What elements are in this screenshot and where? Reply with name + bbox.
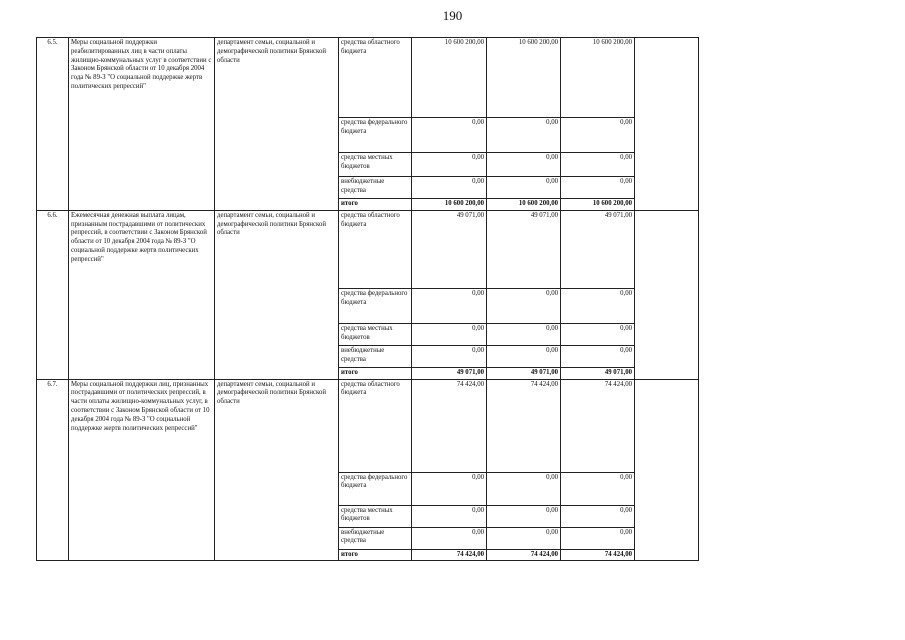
empty-cell [635, 38, 699, 211]
amount-cell: 0,00 [561, 505, 635, 527]
row-number: 6.6. [37, 210, 69, 379]
amount-cell: 49 071,00 [561, 367, 635, 379]
amount-cell: 74 424,00 [412, 379, 487, 472]
amount-cell: 0,00 [561, 288, 635, 323]
row-number: 6.5. [37, 38, 69, 211]
amount-cell: 74 424,00 [561, 379, 635, 472]
measure-name: Ежемесячная денежная выплата лицам, признанным пострадавшими от политических репрессий, в соответствии с Законом Брянской области от 10 декабря 2004 года № 89-З "О социальной поддержке жертв политических репрессий" [69, 210, 215, 379]
amount-cell: 10 600 200,00 [412, 38, 487, 118]
amount-cell: 0,00 [487, 153, 561, 177]
amount-cell: 0,00 [561, 345, 635, 367]
executor: департамент семьи, социальной и демографической политики Брянской области [215, 379, 339, 561]
empty-cell [635, 379, 699, 561]
amount-cell: 0,00 [487, 118, 561, 153]
amount-cell: 0,00 [412, 505, 487, 527]
executor: департамент семьи, социальной и демографической политики Брянской области [215, 38, 339, 211]
amount-cell: 74 424,00 [561, 549, 635, 561]
source-label: итого [339, 367, 412, 379]
amount-cell: 0,00 [487, 345, 561, 367]
amount-cell: 0,00 [561, 118, 635, 153]
amount-cell: 49 071,00 [487, 210, 561, 288]
source-label: средства федерального бюджета [339, 472, 412, 505]
amount-cell: 74 424,00 [487, 549, 561, 561]
amount-cell: 0,00 [412, 177, 487, 199]
amount-cell: 10 600 200,00 [412, 199, 487, 211]
page-number: 190 [442, 8, 463, 23]
source-label: средства местных бюджетов [339, 153, 412, 177]
amount-cell: 0,00 [487, 472, 561, 505]
source-label: внебюджетные средства [339, 345, 412, 367]
amount-cell: 0,00 [561, 323, 635, 345]
source-label: итого [339, 199, 412, 211]
amount-cell: 49 071,00 [412, 367, 487, 379]
table-row [37, 38, 699, 118]
source-label: средства местных бюджетов [339, 323, 412, 345]
amount-cell: 0,00 [487, 505, 561, 527]
measure-name: Меры социальной поддержки лиц, признанных пострадавшими от политических репрессий, в части оплаты жилищно-коммунальных услуг, в соответствии с Законом Брянской области от 10 декабря 2004 года № 89-З "О социальной поддержке жертв политических репрессий" [69, 379, 215, 561]
amount-cell: 0,00 [412, 472, 487, 505]
source-label: средства областного бюджета [339, 38, 412, 118]
amount-cell: 0,00 [487, 177, 561, 199]
amount-cell: 0,00 [412, 527, 487, 549]
source-label: средства федерального бюджета [339, 288, 412, 323]
source-label: средства областного бюджета [339, 379, 412, 472]
amount-cell: 49 071,00 [561, 210, 635, 288]
amount-cell: 10 600 200,00 [487, 199, 561, 211]
amount-cell: 0,00 [561, 177, 635, 199]
amount-cell: 10 600 200,00 [487, 38, 561, 118]
table-row [37, 379, 699, 472]
amount-cell: 74 424,00 [412, 549, 487, 561]
empty-cell [635, 210, 699, 379]
source-label: итого [339, 549, 412, 561]
amount-cell: 0,00 [412, 323, 487, 345]
measure-name: Меры социальной поддержки реабилитированных лиц в части оплаты жилищно-коммунальных услуг в соответствии с Законом Брянской области от 10 декабря 2004 года № 89-З "О социальной поддержке жертв политических репрессий" [69, 38, 215, 211]
source-label: внебюджетные средства [339, 527, 412, 549]
executor: департамент семьи, социальной и демографической политики Брянской области [215, 210, 339, 379]
amount-cell: 0,00 [412, 288, 487, 323]
amount-cell: 10 600 200,00 [561, 199, 635, 211]
amount-cell: 10 600 200,00 [561, 38, 635, 118]
amount-cell: 0,00 [412, 345, 487, 367]
table-row [37, 210, 699, 288]
amount-cell: 0,00 [412, 153, 487, 177]
program-table [36, 37, 699, 561]
amount-cell: 49 071,00 [487, 367, 561, 379]
source-label: внебюджетные средства [339, 177, 412, 199]
amount-cell: 0,00 [412, 118, 487, 153]
source-label: средства местных бюджетов [339, 505, 412, 527]
amount-cell: 0,00 [487, 323, 561, 345]
source-label: средства областного бюджета [339, 210, 412, 288]
amount-cell: 74 424,00 [487, 379, 561, 472]
amount-cell: 0,00 [487, 527, 561, 549]
amount-cell: 0,00 [561, 527, 635, 549]
row-number: 6.7. [37, 379, 69, 561]
amount-cell: 0,00 [487, 288, 561, 323]
amount-cell: 0,00 [561, 153, 635, 177]
amount-cell: 49 071,00 [412, 210, 487, 288]
source-label: средства федерального бюджета [339, 118, 412, 153]
amount-cell: 0,00 [561, 472, 635, 505]
